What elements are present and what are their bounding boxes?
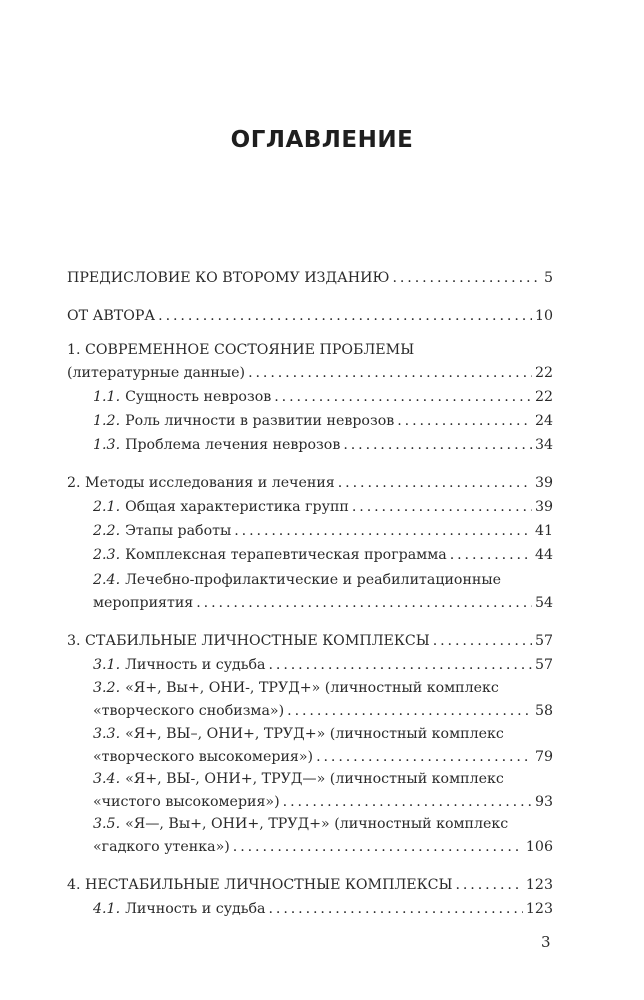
toc-entry-title: (литературные данные): [67, 365, 246, 381]
dot-leader: [196, 593, 532, 613]
toc-entry-first-line: [93, 769, 553, 789]
toc-entry[interactable]: [93, 435, 553, 455]
toc-entry-first-line: [93, 724, 553, 744]
toc-entry-title-line1: «Я—, Вы+, ОНИ+, ТРУД+» (личностный комплекс: [125, 816, 509, 832]
toc-entry[interactable]: [67, 473, 553, 493]
toc-entry-number: 2.1.: [93, 499, 121, 515]
toc-entry[interactable]: [67, 306, 553, 326]
dot-leader: [234, 521, 532, 541]
toc-entry-number: 3.4.: [93, 771, 121, 787]
toc-entry-title-line1: «Я+, Вы+, ОНИ-, ТРУД+» (личностный комплекс: [125, 680, 499, 696]
toc-entry-number: 3.1.: [93, 657, 121, 673]
toc-entry-number: 3.3.: [93, 726, 121, 742]
page-number: 3: [541, 933, 551, 951]
toc-entry[interactable]: [93, 899, 553, 919]
dot-leader: [352, 497, 532, 517]
toc-entry-title-line1: 1. СОВРЕМЕННОЕ СОСТОЯНИЕ ПРОБЛЕМЫ: [67, 342, 415, 358]
dot-leader: [338, 473, 532, 493]
dot-leader: [274, 387, 532, 407]
dot-leader: [287, 701, 532, 721]
toc-entry-title: ОТ АВТОРА: [67, 308, 156, 324]
toc-entry-title: Личность и судьба: [125, 657, 266, 673]
toc-entry-title: 2. Методы исследования и лечения: [67, 475, 335, 491]
toc-entry-page: 57: [534, 657, 553, 673]
toc-entry-number: 2.3.: [93, 547, 121, 563]
toc-entry[interactable]: [93, 545, 553, 565]
toc-entry-title: «чистого высокомерия»): [93, 794, 280, 810]
toc-entry-page: 106: [525, 839, 553, 855]
toc-entry-title: 3. СТАБИЛЬНЫЕ ЛИЧНОСТНЫЕ КОМПЛЕКСЫ: [67, 633, 430, 649]
toc-entry-first-line: [67, 340, 553, 360]
toc-entry[interactable]: [67, 631, 553, 651]
toc-entry[interactable]: [93, 521, 553, 541]
toc-entry[interactable]: [67, 363, 553, 383]
toc-entry-page: 5: [543, 270, 553, 286]
toc-entry-page: 79: [534, 749, 553, 765]
toc-entry-title: Комплексная терапевтическая программа: [125, 547, 447, 563]
toc-entry-page: 44: [534, 547, 553, 563]
dot-leader: [392, 268, 541, 288]
toc-entry-title: «творческого снобизма»): [93, 703, 285, 719]
toc-entry[interactable]: [93, 593, 553, 613]
toc-entry-number: 3.5.: [93, 816, 121, 832]
toc-entry-page: 22: [534, 389, 553, 405]
toc-entry-title: 4. НЕСТАБИЛЬНЫЕ ЛИЧНОСТНЫЕ КОМПЛЕКСЫ: [67, 877, 453, 893]
toc-entry[interactable]: [93, 701, 553, 721]
dot-leader: [433, 631, 532, 651]
toc-entry-page: 39: [534, 475, 553, 491]
toc-entry-number: 2.2.: [93, 523, 121, 539]
dot-leader: [233, 837, 523, 857]
toc-entry-page: 123: [525, 901, 553, 917]
toc-entry-title: Сущность неврозов: [125, 389, 272, 405]
dot-leader: [269, 655, 532, 675]
dot-leader: [343, 435, 532, 455]
toc-entry-number: 1.1.: [93, 389, 121, 405]
toc-entry-title: Общая характеристика групп: [125, 499, 349, 515]
dot-leader: [397, 411, 532, 431]
toc-entry-first-line: [93, 570, 553, 590]
toc-entry[interactable]: [93, 837, 553, 857]
toc-entry-title: Проблема лечения неврозов: [125, 437, 341, 453]
toc-entry[interactable]: [67, 268, 553, 288]
toc-entry[interactable]: [93, 655, 553, 675]
toc-entry[interactable]: [93, 411, 553, 431]
toc-entry-page: 22: [534, 365, 553, 381]
dot-leader: [455, 875, 522, 895]
toc-entry-title: Личность и судьба: [125, 901, 266, 917]
toc-entry-page: 58: [534, 703, 553, 719]
page-title: ОГЛАВЛЕНИЕ: [230, 127, 414, 153]
toc-entry-first-line: [93, 814, 553, 834]
toc-entry-title: «творческого высокомерия»): [93, 749, 314, 765]
toc-entry-title: мероприятия: [93, 595, 194, 611]
toc-entry[interactable]: [93, 792, 553, 812]
toc-entry[interactable]: [93, 747, 553, 767]
toc-entry-title: «гадкого утенка»): [93, 839, 230, 855]
toc-entry[interactable]: [67, 875, 553, 895]
toc-entry-title-line1: «Я+, ВЫ-, ОНИ+, ТРУД—» (личностный комплекс: [125, 771, 504, 787]
toc-entry-number: 1.3.: [93, 437, 121, 453]
dot-leader: [269, 899, 523, 919]
toc-entry-number: 2.4.: [93, 572, 121, 588]
dot-leader: [158, 306, 532, 326]
toc-entry-page: 24: [534, 413, 553, 429]
toc-entry-title: ПРЕДИСЛОВИЕ КО ВТОРОМУ ИЗДАНИЮ: [67, 270, 390, 286]
dot-leader: [248, 363, 532, 383]
toc-entry-page: 34: [534, 437, 553, 453]
toc-entry-page: 57: [534, 633, 553, 649]
dot-leader: [316, 747, 532, 767]
toc-entry-page: 41: [534, 523, 553, 539]
dot-leader: [283, 792, 532, 812]
toc-entry-title-line1: «Я+, ВЫ–, ОНИ+, ТРУД+» (личностный комплекс: [125, 726, 504, 742]
toc-entry[interactable]: [93, 387, 553, 407]
toc-entry-number: 1.2.: [93, 413, 121, 429]
toc-entry-number: 3.2.: [93, 680, 121, 696]
dot-leader: [450, 545, 532, 565]
toc-entry-page: 93: [534, 794, 553, 810]
toc-entry[interactable]: [93, 497, 553, 517]
toc-entry-title: Этапы работы: [125, 523, 232, 539]
toc-entry-page: 39: [534, 499, 553, 515]
toc-entry-page: 10: [534, 308, 553, 324]
toc-entry-title: Роль личности в развитии неврозов: [125, 413, 395, 429]
toc-entry-number: 4.1.: [93, 901, 121, 917]
toc-entry-first-line: [93, 678, 553, 698]
toc-entry-title-line1: Лечебно-профилактические и реабилитационные: [125, 572, 502, 588]
toc-entry-page: 54: [534, 595, 553, 611]
toc-entry-page: 123: [525, 877, 553, 893]
